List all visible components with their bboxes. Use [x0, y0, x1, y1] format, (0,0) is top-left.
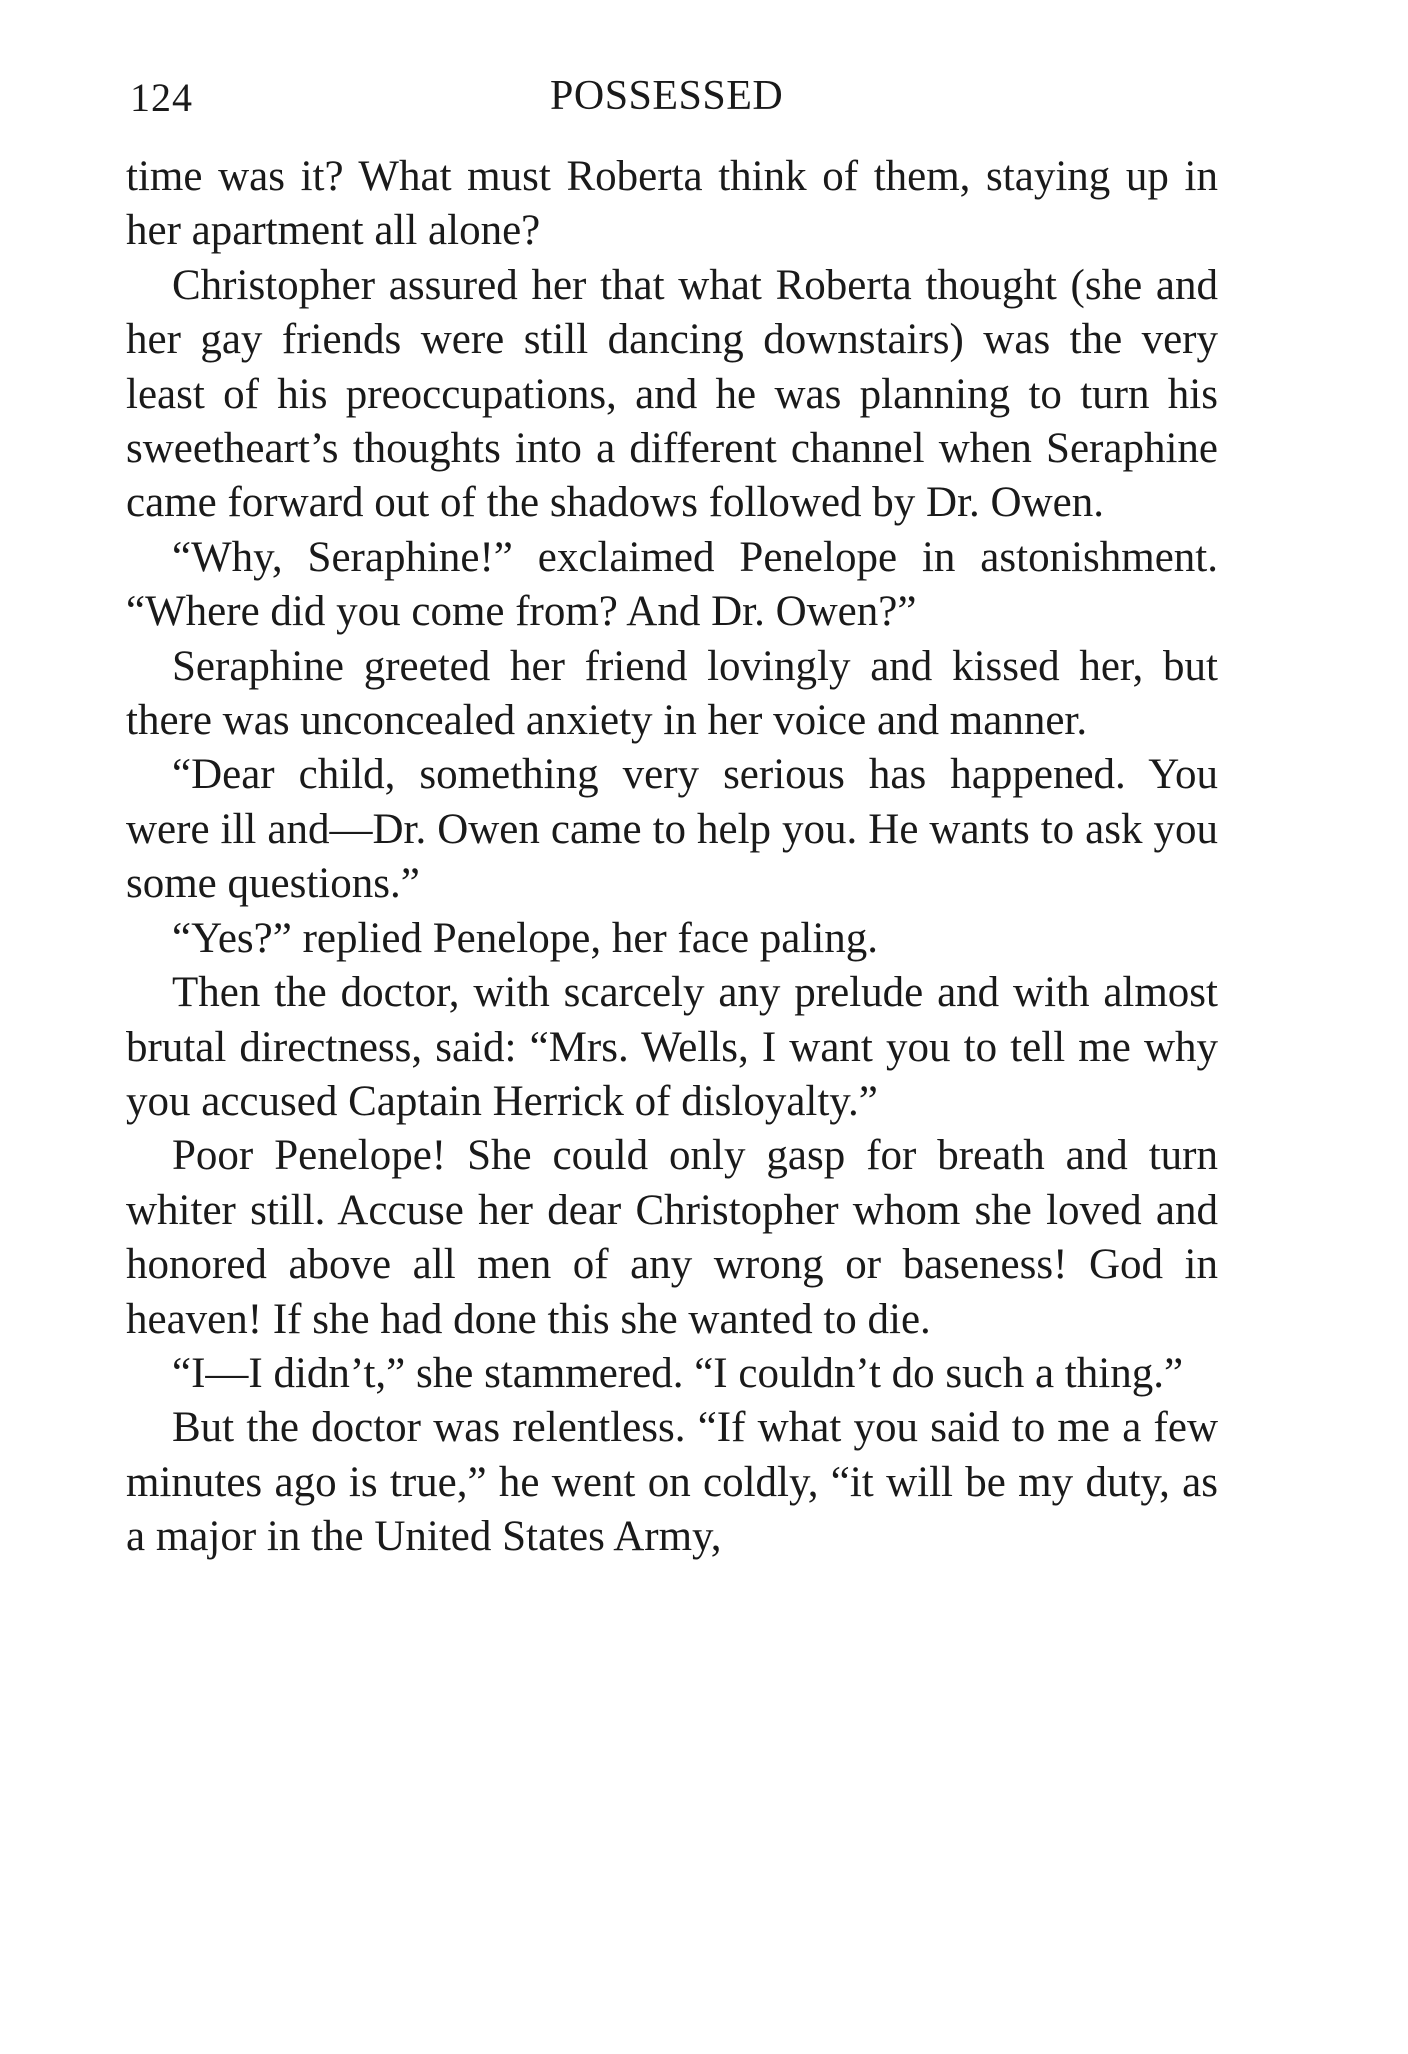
paragraph: “Dear child, something very serious has happened. You were ill and—Dr. Owen came to help you. He wants to ask you some questions.”	[126, 751, 1218, 908]
paragraph: Poor Penelope! She could only gasp for breath and turn whiter still. Accuse her dear Christopher whom she loved and honored above all men of any wrong or baseness! God in heaven! If she had done this she wanted to die.	[126, 1132, 1218, 1343]
paragraph-continued: time was it? What must Roberta think of them, staying up in her apartment all alone?	[126, 153, 1218, 255]
running-head	[130, 74, 1230, 134]
page-number: 124	[130, 75, 193, 120]
body-text	[126, 150, 1218, 1565]
paragraph: “Yes?” replied Penelope, her face paling.	[172, 914, 879, 962]
paragraph: But the doctor was relentless. “If what you said to me a few minutes ago is true,” he went on coldly, “it will be my duty, as a major in the United States Army,	[126, 1404, 1218, 1561]
paragraph: “Why, Seraphine!” exclaimed Penelope in astonishment. “Where did you come from? And Dr. Owen?”	[126, 533, 1218, 636]
paragraph: Christopher assured her that what Roberta thought (she and her gay friends were still dancing downstairs) was the very least of his preoccupations, and he was planning to turn his sweetheart’s thoughts into a different channel when Seraphine came forward out of the shadows followed by Dr. Owen.	[126, 261, 1218, 527]
paragraph: Then the doctor, with scarcely any prelude and with almost brutal directness, said: “Mrs. Wells, I want you to tell me why you accused Captain Herrick of disloyalty.”	[126, 969, 1218, 1125]
page-title: POSSESSED	[550, 73, 784, 119]
paragraph: Seraphine greeted her friend lovingly and kissed her, but there was unconcealed anxiety in her voice and manner.	[126, 642, 1218, 745]
paragraph: “I—I didn’t,” she stammered. “I couldn’t do such a thing.”	[172, 1349, 1184, 1397]
